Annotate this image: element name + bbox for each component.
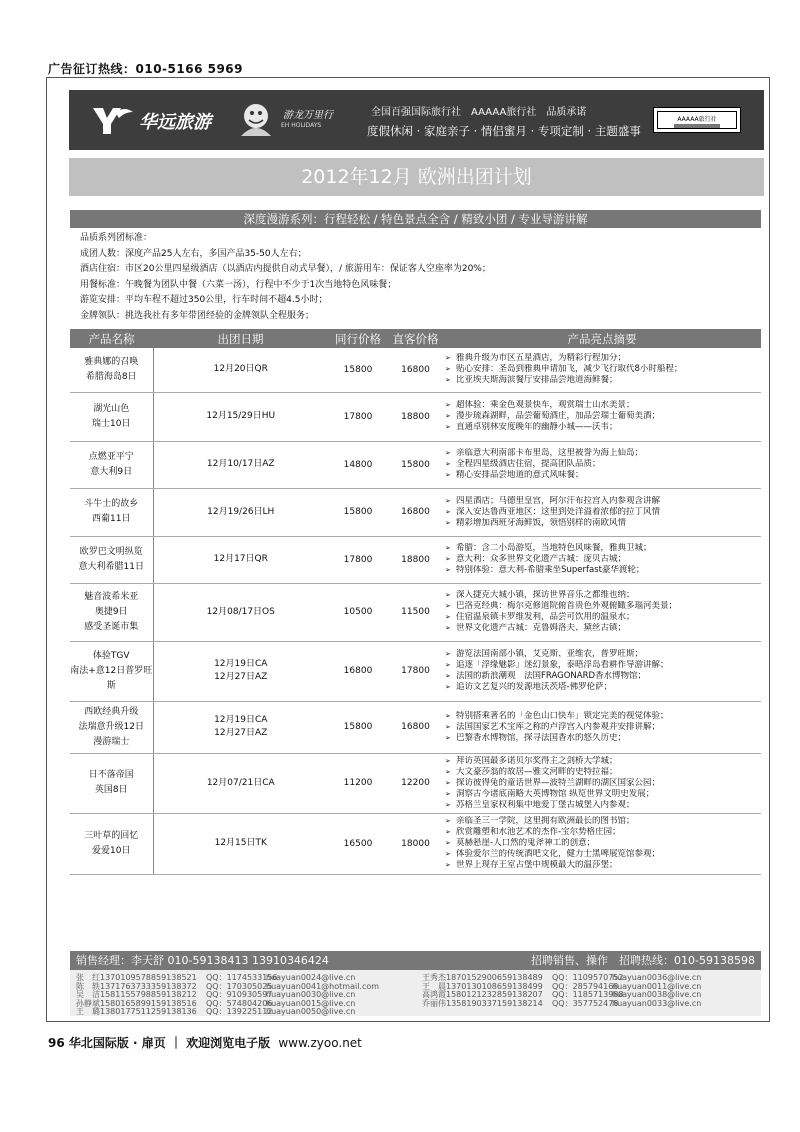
contact-mobile: 15801212328 [446,990,502,1000]
arrow-bullet-icon: ➢ [445,423,451,431]
highlight-item [445,649,761,660]
tour-name-line: 爱爱10日 [92,845,131,856]
peer-price: 15800 [328,348,388,392]
arrow-bullet-icon: ➢ [445,861,451,869]
contact-qq: QQ：285794168 [552,981,619,991]
tour-row [70,583,761,641]
highlight-text: 欣赏雕塑和水池艺术的杰作-宝尔势格庄园； [456,827,621,837]
highlight-text: 贴心安排：圣岛到雅典申请加飞，减少飞行取代8小时船程； [456,364,683,375]
tour-name-line: 瑞士10日 [92,418,131,429]
highlight-item [445,660,761,671]
highlight-text: 世界文化遗产古城：克鲁姆洛夫、黛丝古镇； [456,623,627,633]
departure-date [153,441,328,488]
badge-line [674,124,720,128]
highlight-item [445,800,761,811]
contact-mobile: 15811557988 [100,990,156,1000]
highlight-item [445,623,761,634]
tour-name-line: 奥捷9日 [94,606,128,617]
tour-name-line: 魅音波希米亚 [84,591,139,602]
highlight-item [445,756,761,767]
highlight-text: 比亚埃夫斯海滨餐厅安排品尝地道海鲜餐； [456,375,618,386]
contact-name: 王 晨 [422,981,446,991]
tour-name-line: 西葡11日 [92,514,131,524]
highlight-item [445,422,761,433]
direct-price: 18800 [388,536,443,583]
arrow-bullet-icon: ➢ [445,756,451,765]
highlight-text: 意大利：众多世界文化遗产古城：庞贝古城； [456,554,627,564]
partner-name: 游龙万里行 [283,110,333,121]
sales-footer-bar [70,951,761,970]
tour-row [70,392,761,441]
tour-name-line: 欧罗巴文明纵览 [79,546,143,557]
tour-highlights [443,348,761,392]
contact-email[interactable]: huayuan0024@live.cn [266,973,356,982]
tour-name-line: 感受圣诞市集 [84,621,139,632]
direct-price: 12200 [388,753,443,813]
highlight-text: 希腊：含二小岛游览，当地特色风味餐，雅典卫城； [456,543,652,553]
tour-name-line: 雅典娜的召唤 [84,356,139,367]
arrow-bullet-icon: ➢ [445,722,451,731]
criteria-line: 用餐标准：午晚餐为团队中餐（六菜一汤），行程中不少于1次当地特色风味餐； [80,279,397,290]
tour-name-line: 希腊海岛8日 [85,371,137,382]
highlight-item [445,601,761,612]
tour-name-line: 南法+意12日普罗旺斯 [70,665,153,691]
highlight-text: 四星酒店；马德里皇宫，阿尔汗布拉宫入内参观含讲解 [456,495,661,506]
tour-name-line: 意大利希腊11日 [78,561,144,572]
arrow-bullet-icon: ➢ [445,778,451,787]
website-link[interactable]: www.zyoo.net [278,1036,362,1050]
peer-price: 10500 [328,583,388,641]
quality-criteria [80,231,750,325]
contact-tel: 59138499 [502,981,543,991]
direct-price: 18000 [388,813,443,874]
departure-date [153,536,328,583]
contact-tel: 59138207 [502,990,543,1000]
col-header-direct-price: 直客价格 [388,329,443,348]
contact-tel: 59138212 [156,990,197,1000]
highlight-item [445,827,761,838]
highlight-item [445,838,761,849]
highlight-text: 世界上现存王室占堡中规模最大的温莎堡； [456,860,618,870]
arrow-bullet-icon: ➢ [445,401,451,409]
contact-name: 吴 洁 [76,990,100,1000]
tour-name [70,441,153,488]
direct-price: 17800 [388,641,443,701]
criteria-line: 金牌领队：挑选我社有多年带团经验的金牌领队全程服务； [80,310,315,321]
contact-email[interactable]: huayuan0015@live.cn [266,998,356,1008]
staff-contacts [70,970,761,1016]
arrow-bullet-icon: ➢ [445,544,451,552]
tour-name [70,348,153,392]
tour-highlights [443,488,761,536]
direct-price: 16800 [388,701,443,753]
contact-name: 张 红 [76,973,100,982]
highlight-item [445,507,761,518]
tour-name [70,536,153,583]
highlight-text: 特别搭乘著名的「金色山口快车」锁定完美的视觉体验； [456,710,669,721]
tour-highlights [443,583,761,641]
hy-logo-icon [91,102,135,138]
highlight-text: 超体验：乘金色观景快车，观赏瑞士山水美景； [456,400,635,410]
highlight-text: 拜访英国最多诺贝尔奖得主之剑桥大学城； [456,755,618,766]
contact-mobile: 13717637333 [100,981,156,991]
highlight-item [445,733,761,744]
peer-price: 17800 [328,536,388,583]
tour-highlights [443,701,761,753]
criteria-line: 酒店住宿：市区20公里四星级酒店（以酒店内提供自动式早餐），/ 旅游用车：保证客人空座率为20%； [80,264,491,275]
highlight-item [445,448,761,459]
highlight-item [445,711,761,722]
contact-mobile: 13701301086 [446,981,502,991]
col-header-date: 出团日期 [153,329,328,348]
direct-price: 16800 [388,488,443,536]
highlight-text: 巴黎香水博物馆，探寻法国香水的悠久历史； [456,732,627,743]
highlight-text: 住宿温泉镇卡罗维发利，品尝可饮用的温泉水； [456,612,635,622]
contact-qq: QQ：139225112 [206,1007,273,1017]
tour-table-body [70,348,761,874]
contact-name: 王秀杰 [422,973,446,982]
tour-highlights [443,441,761,488]
contact-email[interactable]: huayuan0011@live.cn [612,981,702,991]
tour-highlights [443,392,761,441]
badge-text: AAAAA旅行社 [677,116,717,123]
peer-price: 16500 [328,813,388,874]
recruitment-hotline: 招聘销售、操作 招聘热线：010-59138598 [531,954,755,967]
highlight-text: 追访文艺复兴的发源地沃茨塔-佛罗伦萨； [456,682,613,692]
highlight-text: 巴洛克经典：梅尔克修道院俯首贵色外观俯瞰多瑙河美景； [456,601,678,611]
tour-highlights [443,536,761,583]
highlight-item [445,411,761,422]
departure-date-line: 12月15/29日HU [206,411,276,421]
contact-name: 高鸿霞 [422,990,446,1000]
departure-date-line: 12月19日CA [214,715,268,725]
arrow-bullet-icon: ➢ [445,460,451,468]
aaaaa-certificate-badge [653,107,741,133]
departure-date [153,813,328,874]
dragon-mascot-icon [233,98,279,142]
contact-tel: 59138489 [502,973,543,982]
departure-date-line: 12月27日AZ [214,672,268,682]
tour-name-line: 法瑞意升级12日 [78,721,144,732]
arrow-bullet-icon: ➢ [445,602,451,610]
direct-price: 11500 [388,583,443,641]
tour-highlights [443,753,761,813]
arrow-bullet-icon: ➢ [445,555,451,563]
highlight-text: 体验爱尔兰的传统酒吧文化，健力士黑啤展览馆参观； [456,849,661,859]
brand-name: 华远旅游 [139,112,211,133]
highlight-text: 洞察古今诸底南略大英博物馆 纵览世界文明史发展； [456,788,655,799]
arrow-bullet-icon: ➢ [445,789,451,798]
partner-name-english: EH HOLIDAYS [281,122,322,129]
tour-row [70,488,761,536]
highlight-text: 特别体验：意大利-希腊乘坐Superfast豪华渡轮； [456,565,645,575]
contact-email[interactable]: huayuan0036@live.cn [612,973,702,982]
sales-manager: 销售经理：李天舒 010-59138413 13910346424 [76,954,329,967]
direct-price: 16800 [388,348,443,392]
highlight-item [445,671,761,682]
highlight-item [445,353,761,364]
tour-row [70,701,761,753]
badge-inner-border [657,111,737,129]
departure-date-line: 12月08/17日OS [206,606,275,617]
contact-qq: QQ：1109570752 [552,973,624,982]
highlight-text: 大文豪莎翁的故居—雅文河畔的史特拉福； [456,766,618,777]
series-banner: 深度漫游系列：行程轻松 / 特色景点全含 / 精致小团 / 专业导游讲解 [70,210,761,228]
highlight-text: 亲临圣三一学院，这里拥有欧洲最长的图书馆； [456,816,635,826]
arrow-bullet-icon: ➢ [445,449,451,457]
arrow-bullet-icon: ➢ [445,376,451,385]
contact-email[interactable]: huayuan0050@live.cn [266,1007,356,1017]
contact-row [422,999,757,1009]
departure-date-line: 12月19/26日LH [207,506,275,517]
arrow-bullet-icon: ➢ [445,412,451,420]
departure-date-line: 12月10/17日AZ [206,459,275,469]
highlight-text: 深入捷克大城小镇，探访世界音乐之都维也纳； [456,590,635,600]
tour-name [70,813,153,874]
contact-qq: QQ：910930597 [206,990,273,1000]
contact-qq: QQ：1185713988 [552,990,624,1000]
highlight-text: 追逐「浮缘魅影」迷幻景象，泰晤浮岛看耕作导游讲解； [456,660,669,670]
contact-mobile: 13801775112 [100,1007,156,1017]
highlight-item [445,860,761,871]
contact-tel: 59138136 [156,1007,197,1017]
highlight-text: 游览法国南部小镇，艾克斯、亚维农，普罗旺斯； [456,649,644,659]
arrow-bullet-icon: ➢ [445,828,451,836]
contact-mobile: 15801658991 [100,998,156,1008]
highlight-text: 漫步琉森湖畔，品尝葡萄酒庄，加品尝瑞士葡萄美酒； [456,411,661,421]
tour-name-line: 漫游瑞士 [93,736,130,747]
criteria-line: 成团人数：深度产品25人左右，多国产品35-50人左右； [80,248,307,259]
arrow-bullet-icon: ➢ [445,650,451,658]
tour-row [70,441,761,488]
arrow-bullet-icon: ➢ [445,613,451,621]
tour-name-line: 意大利9日 [90,466,133,477]
contact-tel: 59138516 [156,998,197,1008]
criteria-line: 游览安排：平均车程不超过350公里，行车时间不超4.5小时； [80,295,328,306]
arrow-bullet-icon: ➢ [445,683,451,691]
tour-row [70,753,761,813]
arrow-bullet-icon: ➢ [445,496,451,505]
arrow-bullet-icon: ➢ [445,839,451,847]
contact-name: 乔丽伟 [422,998,446,1008]
col-header-peer-price: 同行价格 [328,329,388,348]
tour-name-line: 点燃亚平宁 [88,451,134,462]
arrow-bullet-icon: ➢ [445,733,451,742]
arrow-bullet-icon: ➢ [445,471,451,479]
contact-email[interactable]: huayuan0041@hotmail.com [266,981,380,991]
contact-name: 王 璐 [76,1007,100,1017]
tour-highlights [443,641,761,701]
departure-date [153,753,328,813]
tour-row [70,813,761,874]
highlight-text: 精彩增加西班牙海鲜饭，领悟别样的南欧风情 [456,517,627,528]
highlight-text: 全程四星级酒店住宿，提高团队品质； [456,459,601,469]
ad-hotline: 广告征订热线：010-5166 5969 [48,62,244,76]
departure-date-line: 12月15日TK [214,838,267,848]
departure-date-line: 12月27日AZ [214,728,268,738]
peer-price: 15800 [328,701,388,753]
contact-mobile: 13701095788 [100,973,156,982]
contact-name: 陈 轶 [76,981,100,991]
contact-email[interactable]: huayuan0038@live.cn [612,990,702,1000]
peer-price: 15800 [328,488,388,536]
tour-name [70,488,153,536]
contact-tel: 59138521 [156,973,197,982]
highlight-item [445,612,761,623]
highlight-text: 探访彼得兔的童话世界—波特兰湖畔的湖区国家公园； [456,777,661,788]
highlight-item [445,496,761,507]
highlight-item [445,459,761,470]
highlight-item [445,565,761,576]
arrow-bullet-icon: ➢ [445,672,451,680]
tour-row [70,641,761,701]
highlight-item [445,375,761,386]
tour-name [70,641,153,701]
tour-name-line: 斗牛士的故乡 [84,499,139,509]
contact-qq: QQ：574804206 [206,998,273,1008]
departure-date [153,701,328,753]
tour-name-line: 西欧经典升级 [84,706,139,717]
highlight-text: 莫赫悬崖-人口然的鬼斧神工的创意； [456,838,596,848]
highlight-item [445,400,761,411]
contact-tel: 59138214 [502,998,543,1008]
tour-table [70,329,761,875]
contact-name: 孙静斌 [76,998,100,1008]
arrow-bullet-icon: ➢ [445,518,451,527]
highlight-text: 精心安排品尝地道的意式风味餐； [456,470,584,480]
arrow-bullet-icon: ➢ [445,661,451,669]
direct-price: 15800 [388,441,443,488]
contact-row [76,1007,411,1017]
contact-qq: QQ：1174533156 [206,973,278,982]
departure-date-line: 12月07/21日CA [206,777,275,788]
tour-name-line: 日不落帝国 [88,770,134,780]
arrow-bullet-icon: ➢ [445,711,451,720]
highlight-item [445,778,761,789]
peer-price: 17800 [328,392,388,441]
highlight-item [445,364,761,375]
highlight-text: 法国的新浪潮观 法国FRAGONARD香水博物馆； [456,671,647,681]
arrow-bullet-icon: ➢ [445,850,451,858]
contact-mobile: 18701529006 [446,973,502,982]
contact-qq: QQ：170305025 [206,981,273,991]
highlight-text: 法国国家艺术宝库之称的卢浮宫入内参观并安排讲解； [456,721,661,732]
highlight-item [445,767,761,778]
departure-date-line: 12月19日CA [214,659,268,669]
tour-name [70,701,153,753]
highlight-text: 苏格兰皇家权利集中地爱丁堡古城堡入内参观； [456,799,635,810]
tour-row [70,348,761,392]
peer-price: 16800 [328,641,388,701]
highlight-text: 雅典升级为市区五星酒店，为精彩行程加分； [456,353,627,364]
highlight-item [445,722,761,733]
departure-date [153,392,328,441]
tour-name [70,753,153,813]
departure-date-line: 12月20日QR [213,364,268,375]
company-tagline: 全国百强国际旅行社 AAAAA旅行社 品质承诺 [371,107,587,118]
arrow-bullet-icon: ➢ [445,566,451,574]
departure-date [153,583,328,641]
departure-date [153,348,328,392]
arrow-bullet-icon: ➢ [445,365,451,374]
direct-price: 18800 [388,392,443,441]
highlight-item [445,554,761,565]
highlight-text: 直通卓别林安度晚年的幽静小城——沃韦； [456,422,618,432]
contact-mobile: 13581903371 [446,998,502,1008]
highlight-item [445,590,761,601]
highlight-item [445,518,761,529]
tour-name-line: 湖光山色 [93,403,130,414]
tour-row [70,536,761,583]
tour-name [70,392,153,441]
departure-date-line: 12月17日QR [213,554,268,564]
tour-name [70,583,153,641]
criteria-line: 品质系列团标准： [80,233,153,243]
arrow-bullet-icon: ➢ [445,354,451,363]
tour-highlights [443,813,761,874]
highlight-item [445,543,761,554]
contact-qq: QQ：357752478 [552,998,619,1008]
contact-tel: 59138372 [156,981,197,991]
service-tagline: 度假休闲 · 家庭亲子 · 情侣蜜月 · 专项定制 · 主题盛事 [367,124,641,138]
peer-price: 14800 [328,441,388,488]
highlight-item [445,682,761,693]
arrow-bullet-icon: ➢ [445,624,451,632]
col-header-product: 产品名称 [70,329,153,348]
page-footer [48,1034,362,1051]
arrow-bullet-icon: ➢ [445,817,451,825]
departure-date [153,641,328,701]
highlight-text: 深入安达鲁西亚地区：这里到处洋溢着浓郁的拉丁风情 [456,506,661,517]
page-title: 2012年12月 欧洲出团计划 [69,158,764,196]
highlight-item [445,470,761,481]
page-footer-text: 96 华北国际版 · 扉页 ｜ 欢迎浏览电子版 [48,1036,271,1050]
contact-email[interactable]: huayuan0030@live.cn [266,990,356,1000]
tour-name-line: 体验TGV [92,650,130,661]
highlight-text: 亲临意大利南部卡布里岛，这里被誉为海上仙岛； [456,448,644,458]
col-header-highlights: 产品亮点摘要 [443,329,761,348]
arrow-bullet-icon: ➢ [445,591,451,599]
company-header-banner [69,90,764,150]
highlight-item [445,849,761,860]
tour-name-line: 三叶草的回忆 [84,830,139,841]
highlight-item [445,789,761,800]
arrow-bullet-icon: ➢ [445,767,451,776]
arrow-bullet-icon: ➢ [445,800,451,809]
arrow-bullet-icon: ➢ [445,507,451,516]
tour-name-line: 英国8日 [94,785,128,795]
departure-date [153,488,328,536]
contact-email[interactable]: huayuan0033@live.cn [612,998,702,1008]
table-header-row [70,329,761,348]
highlight-item [445,816,761,827]
peer-price: 11200 [328,753,388,813]
